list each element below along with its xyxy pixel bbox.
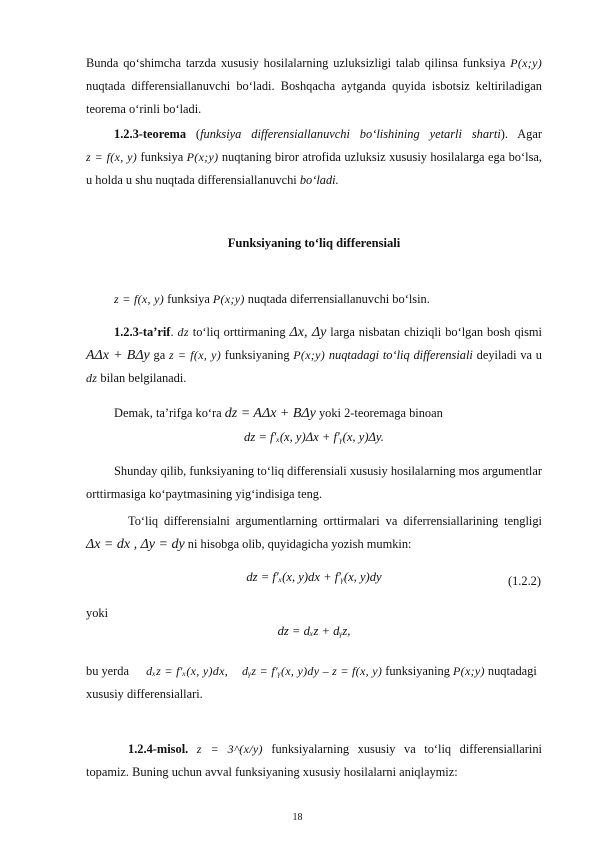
math: Δx = dx , Δy = dy <box>86 537 185 552</box>
text: Demak, ta’rifga ko‘ra <box>114 406 225 420</box>
text: deyiladi va u <box>472 348 542 362</box>
math-function: z = f(x, y) <box>86 150 138 164</box>
text: nuqtaning biror atrofida uzluksiz xususiy hosilalarga ega bo‘lsa, u holda u shu nuqtada differensiallanuvchi <box>86 150 542 187</box>
section-heading: Funksiyaning to‘liq differensiali <box>227 236 401 250</box>
paragraph-partials <box>86 660 542 706</box>
text: . <box>170 325 178 339</box>
math: dz <box>86 371 98 385</box>
math-point: P(x;y) <box>186 150 219 164</box>
paragraph-assumption <box>86 288 542 311</box>
paragraph-example <box>86 738 542 784</box>
text: funksiyalarning xususiy va to‘liq differensiallarini topamiz. Buning uchun avval funksiyaning xususiy hosilalarni aniqlaymiz: <box>86 742 542 779</box>
text: To‘liq differensialni argumentlarning orttirmalari va diferrensiallarining tengligi <box>128 514 542 528</box>
paragraph-definition <box>86 321 542 390</box>
math-function: z = f(x, y) <box>114 292 165 306</box>
paragraph-theorem <box>86 123 542 192</box>
text: funksiya <box>137 150 187 164</box>
text: bo‘ladi. <box>299 173 339 187</box>
text: bilan belgilanadi. <box>97 371 187 385</box>
math: dᵧz = f′ᵧ(x, y)dy – <box>242 664 329 678</box>
math: Δx, Δy <box>289 325 327 340</box>
math-point: P(x;y) <box>453 664 485 678</box>
term: nuqtadagi to‘liq differensiali <box>325 348 473 362</box>
text: nuqtada diferrensiallanuvchi bo‘lsin. <box>244 292 430 306</box>
math: dz <box>177 325 189 339</box>
definition-label: 1.2.3-ta’rif <box>114 325 171 339</box>
equation-number: (1.2.2) <box>507 574 541 588</box>
math-point: P(x;y) <box>510 56 542 70</box>
text: nuqtada differensiallanuvchi bo‘ladi. Boshqacha aytganda quyida isbotsiz keltiriladigan teorema o‘rinli bo‘ladi. <box>86 79 542 116</box>
text: Agar <box>508 127 542 141</box>
math-point: P(x;y) <box>212 292 245 306</box>
text: ni hisobga olib, quyidagicha yozish mumkin: <box>184 537 412 551</box>
word-yoki: yoki <box>86 606 109 620</box>
theorem-label: 1.2.3-teorema <box>114 127 187 141</box>
text: ( <box>186 127 201 141</box>
text: funksiya <box>164 292 213 306</box>
text: funksiyaning <box>221 348 294 362</box>
paragraph-summary: Shunday qilib, funksiyaning to‘liq differensiali xususiy hosilalarning mos argumentlar orttirmasiga ko‘paytmasining yig‘indisiga teng. <box>86 464 542 501</box>
text: larga nisbatan chiziqli bo‘lgan bosh qismi <box>326 325 542 339</box>
math: AΔx + BΔy <box>86 348 150 363</box>
math-function: z = f(x, y) <box>332 664 383 678</box>
math-function: z = 3^(x/y) <box>196 742 263 756</box>
paragraph-demak <box>86 402 542 425</box>
equation-1: dz = f′ₓ(x, y)Δx + f′ᵧ(x, y)Δy. <box>244 430 384 444</box>
equation-2: dz = f′ₓ(x, y)dx + f′ᵧ(x, y)dy <box>246 570 382 584</box>
text: funksiyaning <box>382 664 454 678</box>
page-number: 18 <box>292 812 303 823</box>
math: dₓz = f′ₓ(x, y)dx, <box>146 664 229 678</box>
paragraph-differentials <box>86 510 542 556</box>
text: yoki 2-teoremaga binoan <box>315 406 443 420</box>
example-label: 1.2.4-misol. <box>128 742 189 756</box>
equation-3: dz = dₓz + dᵧz, <box>277 624 351 638</box>
text: to‘liq orttirmaning <box>188 325 290 339</box>
text: ). <box>500 127 508 141</box>
text: bu yerda <box>86 664 133 678</box>
math-point: P(x;y) <box>293 348 326 362</box>
math: dz = AΔx + BΔy <box>224 406 316 421</box>
math-function: z = f(x, y) <box>168 348 222 362</box>
text: Bunda qo‘shimcha tarzda xususiy hosilalarning uzluksizligi talab qilinsa funksiya <box>86 56 511 70</box>
text: ga <box>149 348 169 362</box>
theorem-title: funksiya differensiallanuvchi bo‘lishining yetarli sharti <box>200 127 501 141</box>
paragraph-intro <box>86 52 542 121</box>
text: nuqtadagi xususiy differensiallari. <box>86 664 537 701</box>
